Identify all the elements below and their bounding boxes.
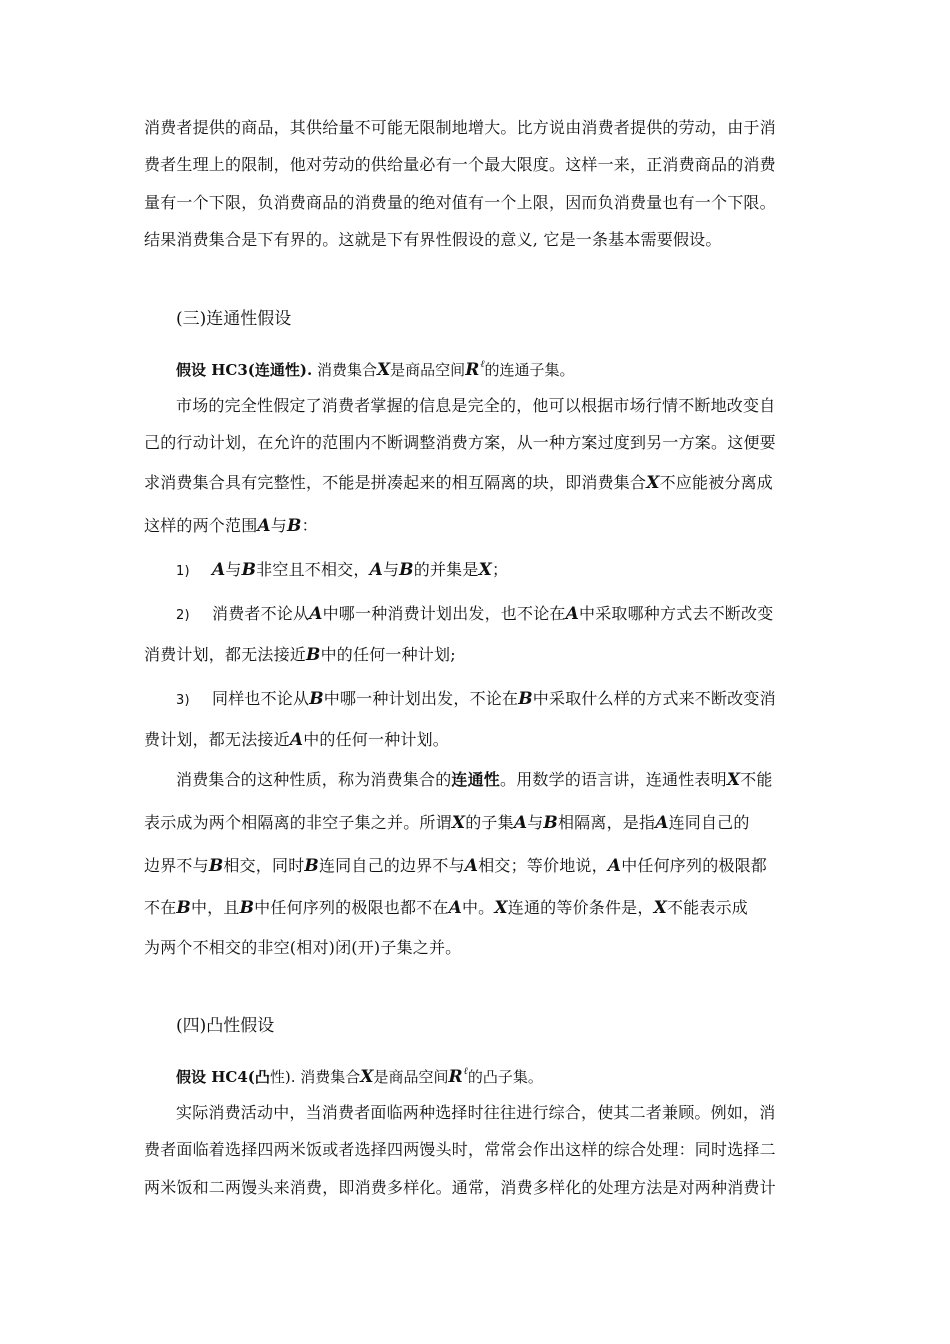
list-item-2 [176, 604, 773, 626]
text: 连同自己的边界不与 [318, 856, 465, 875]
para1-line2: 费者生理上的限制，他对劳动的供给量必有一个最大限度。这样一来，正消费商品的消费 [144, 155, 776, 174]
text: 消费集合的这种性质，称为消费集合的 [176, 770, 452, 789]
math-B: B [543, 813, 558, 833]
s3p1-line1: 市场的完全性假定了消费者掌握的信息是完全的，他可以根据市场行情不断地改变自 [176, 396, 776, 415]
s4p1-line3: 两米饭和二两馒头来消费，即消费多样化。通常，消费多样化的处理方法是对两种消费计 [144, 1178, 776, 1197]
text: 不在 [144, 898, 177, 917]
text: 与 [270, 516, 287, 535]
text: 这样的两个范围 [144, 516, 258, 535]
s3p2-line5: 为两个不相交的非空(相对)闭(开)子集之并。 [144, 938, 462, 957]
math-X: X [726, 770, 741, 790]
math-B: B [176, 898, 191, 918]
s4p1-line1: 实际消费活动中，当消费者面临两种选择时往往进行综合，使其二者兼顾。例如，消 [176, 1103, 776, 1122]
text: 不能 [740, 770, 773, 789]
list-number: 2) [176, 608, 190, 623]
math-B: B [309, 689, 324, 709]
math-B: B [304, 856, 319, 876]
text: 与 [225, 560, 242, 579]
assumption-text: 消费集合 [295, 1068, 361, 1086]
math-A: A [607, 856, 622, 876]
para1-line4: 结果消费集合是下有界的。这就是下有界性假设的意义, 它是一条基本需要假设。 [144, 230, 722, 249]
math-B: B [239, 898, 255, 918]
text: 非空且不相交， [256, 560, 370, 579]
list-item-1 [176, 560, 508, 582]
text: ； [491, 560, 509, 579]
math-B: B [208, 856, 224, 876]
para1-line1: 消费者提供的商品，其供给量不可能无限制地增大。比方说由消费者提供的劳动，由于消 [144, 118, 776, 137]
list-item-3-line2 [144, 730, 449, 750]
s3p1-line3 [144, 473, 773, 493]
math-ell-superscript: ℓ [480, 359, 485, 370]
text: 消费者不论从 [212, 604, 310, 623]
text: 的子集 [465, 813, 514, 832]
math-X: X [653, 898, 667, 918]
text: 相交；等价地说， [478, 856, 608, 875]
math-X: X [451, 813, 466, 833]
text: 相交，同时 [223, 856, 305, 875]
math-X: X [478, 560, 492, 580]
text: 费计划，都无法接近 [144, 730, 290, 749]
text: 。用数学的语言讲，连通性表明 [500, 770, 727, 789]
math-A: A [369, 560, 383, 580]
text: 不能表示成 [666, 898, 748, 917]
math-X: X [376, 360, 391, 380]
math-A: A [289, 730, 304, 750]
text: 与 [382, 560, 400, 579]
text: 中的任何一种计划。 [303, 730, 450, 749]
assumption-hc4 [176, 1062, 543, 1087]
list-number: 1) [176, 564, 190, 579]
list-item-3 [176, 689, 776, 711]
math-A: A [655, 813, 669, 833]
assumption-hc4-label-tail: 性). [269, 1068, 296, 1086]
math-X: X [646, 473, 660, 493]
math-A: A [513, 813, 528, 833]
assumption-text: 的连通子集。 [484, 361, 575, 379]
text: 与 [527, 813, 544, 832]
text: 连同自己的 [668, 813, 750, 832]
text: 不应能被分离成 [659, 473, 773, 492]
term-connectedness: 连通性 [451, 770, 501, 789]
assumption-text: 消费集合 [312, 361, 377, 379]
text: 连通的等价条件是， [507, 898, 654, 917]
assumption-hc4-label: 假设 HC4(凸 [176, 1068, 270, 1086]
para1-line3: 量有一个下限，负消费商品的消费量的绝对值有一个上限，因而负消费量也有一个下限。 [144, 193, 776, 212]
s3p2-line2 [144, 813, 750, 833]
list-number: 3) [176, 693, 190, 708]
math-B: B [241, 560, 257, 580]
s3p2-line4 [144, 898, 748, 918]
text: 中。 [461, 898, 495, 917]
text: 求消费集合具有完整性，不能是拼凑起来的相互隔离的块，即消费集合 [144, 473, 647, 492]
math-B: B [306, 645, 321, 665]
text: 中采取哪种方式去不断改变 [579, 604, 774, 623]
text: 消费计划，都无法接近 [144, 645, 307, 664]
assumption-text: 是商品空间 [390, 361, 466, 379]
text: 中任何序列的极限都 [621, 856, 767, 875]
math-A: A [565, 604, 579, 624]
text: 中哪一种计划出发，不论在 [323, 689, 519, 708]
section4-heading: (四)凸性假设 [176, 1016, 275, 1036]
assumption-text: 的凸子集。 [467, 1068, 543, 1086]
text: ： [301, 516, 318, 535]
s4p1-line2: 费者面临着选择四两米饭或者选择四两馒头时，常常会作出这样的综合处理：同时选择二 [144, 1140, 776, 1159]
text: 表示成为两个相隔离的非空子集之并。所谓 [144, 813, 452, 832]
text: 同样也不论从 [212, 689, 310, 708]
math-B: B [399, 560, 414, 580]
assumption-hc3-label: 假设 HC3(连通性). [176, 361, 313, 379]
list-item-2-line2 [144, 645, 456, 665]
math-B: B [287, 516, 302, 536]
text: 中的任何一种计划; [320, 645, 456, 664]
text: 相隔离，是指 [557, 813, 656, 832]
text: 边界不与 [144, 856, 209, 875]
math-X: X [360, 1067, 374, 1087]
math-R: R [448, 1067, 463, 1087]
s3p2-line1 [176, 770, 773, 790]
math-R: R [465, 360, 480, 380]
text: 中哪一种消费计划出发，也不论在 [322, 604, 566, 623]
s3p1-line2: 己的行动计划，在允许的范围内不断调整消费方案，从一种方案过度到另一方案。这便要 [144, 433, 776, 452]
math-X: X [494, 898, 508, 918]
text: 中采取什么样的方式来不断改变消 [532, 689, 776, 708]
text: 中，且 [190, 898, 240, 917]
s3p2-line3 [144, 856, 767, 876]
math-A: A [309, 604, 323, 624]
text: 的并集是 [413, 560, 479, 579]
s3p1-line4 [144, 516, 318, 536]
math-B: B [518, 689, 533, 709]
math-A: A [257, 516, 271, 536]
math-A: A [448, 898, 462, 918]
assumption-text: 是商品空间 [373, 1068, 449, 1086]
text: 中任何序列的极限也都不在 [254, 898, 449, 917]
math-A: A [464, 856, 479, 876]
section3-heading: (三)连通性假设 [176, 309, 292, 329]
assumption-hc3 [176, 355, 575, 380]
math-A: A [212, 560, 226, 580]
math-ell-superscript: ℓ [463, 1066, 468, 1077]
